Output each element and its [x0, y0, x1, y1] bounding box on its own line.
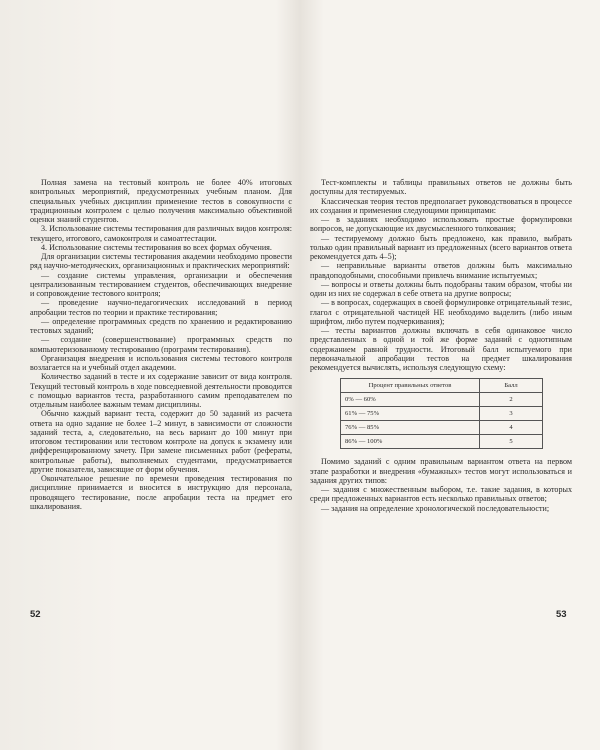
table-header-row	[341, 379, 543, 393]
table-row	[341, 421, 543, 435]
list-item: — задания с множественным выбором, т.е. такие задания, в которых среди предложенных вариантов есть несколько правильных ответов;	[310, 485, 572, 504]
table-row	[341, 393, 543, 407]
paragraph: Окончательное решение по времени проведения тестирования по дисциплине принимается и вносится в инструкцию для персонала, проводящего тестирование, после апробации теста на предмет его шкалирования.	[30, 474, 292, 511]
table-cell: 2	[480, 393, 543, 407]
left-page	[30, 178, 292, 511]
paragraph: Организация внедрения и использования системы тестового контроля возлагается на и учебный отдел академии.	[30, 353, 292, 372]
paragraph: Полная замена на тестовый контроль не более 40% итоговых контрольных мероприятий, предусмотренных учебным планом. Для специальных учебных дисциплин применение тестов в совокупности с традиционным контролем с целью получения максимально объективной оценки знаний студентов.	[30, 178, 292, 224]
table-cell: 3	[480, 407, 543, 421]
paragraph: Тест-комплекты и таблицы правильных ответов не должны быть доступны для тестируемых.	[310, 178, 572, 197]
paragraph: Обычно каждый вариант теста, содержит до 50 заданий из расчета ответа на одно задание не более 1–2 минут, в зависимости от сложности заданий теста, а, следовательно, на весь вариант до 100 минут при итоговом тестировании или тестовом контроле на допуск к экзамену или дифференцированному зачету. При замене письменных работ (рефераты, контрольные работы), выполняемых студентами, предусматривается другие показатели, зависящие от форм обучения.	[30, 409, 292, 474]
page-number-left: 52	[30, 609, 41, 620]
right-page	[310, 178, 572, 513]
list-item: — создание (совершенствование) программных средств по компьютеризованному тестированию (программ тестирования).	[30, 335, 292, 354]
paragraph: Для организации системы тестирования академии необходимо провести ряд научно-методических, организационных и практических мероприятий:	[30, 252, 292, 271]
paragraph: Количество заданий в тесте и их содержание зависит от вида контроля. Текущий тестовый контроль в ходе повседневной деятельности проводится с помощью вариантов теста, разработанного самим преподавателем по отдельным наиболее важным темам дисциплины.	[30, 372, 292, 409]
list-item: — в вопросах, содержащих в своей формулировке отрицательный тезис, глагол с отрицательной частицей НЕ необходимо выделить (либо иным шрифтом, либо путем подчеркивания);	[310, 298, 572, 326]
list-item: — в заданиях необходимо использовать простые формулировки вопросов, не допускающие их двусмысленного толкования;	[310, 215, 572, 234]
table-header: Балл	[480, 379, 543, 393]
paragraph: Классическая теория тестов предполагает руководствоваться в процессе их создания и применения следующими принципами:	[310, 196, 572, 215]
paragraph: 3. Использование системы тестирования для различных видов контроля: текущего, итогового, самоконтроля и самоаттестации.	[30, 224, 292, 243]
table-cell: 0% — 60%	[341, 393, 480, 407]
list-item: — проведение научно-педагогических исследований в период апробации тестов по теории и практике тестирования;	[30, 298, 292, 317]
list-item: — создание системы управления, организации и обеспечения централизованным тестированием студентов, обеспечивающих внедрение и сопровождение тестового контроля;	[30, 270, 292, 298]
paragraph: 4. Использование системы тестирования во всех формах обучения.	[41, 242, 272, 252]
score-table	[340, 378, 543, 449]
table-cell: 61% — 75%	[341, 407, 480, 421]
list-item: — тестируемому должно быть предложено, как правило, выбрать только один правильный вариант из предложенных (всего вариантов ответа рекомендуется дать 4–5);	[310, 233, 572, 261]
table-cell: 5	[480, 435, 543, 449]
table-cell: 76% — 85%	[341, 421, 480, 435]
list-item: — неправильные варианты ответов должны быть максимально правдоподобными, способными привлечь внимание испытуемых;	[310, 261, 572, 280]
table-row	[341, 435, 543, 449]
table-row	[341, 407, 543, 421]
table-cell: 4	[480, 421, 543, 435]
list-item: — определение программных средств по хранению и редактированию тестовых заданий;	[30, 316, 292, 335]
page-number-right: 53	[556, 609, 567, 620]
list-item: — тесты вариантов должны включать в себя одинаковое число представленных в одной и той же форме заданий с однотипным содержанием равной трудности. Итоговый балл испытуемого при первоначальной апробации тестов на предмет шкалирования рекомендуется вычислять, используя следующую схему:	[310, 326, 572, 372]
list-item: — задания на определение хронологической последовательности;	[321, 503, 550, 513]
paragraph: Помимо заданий с одним правильным вариантом ответа на первом этапе разработки и внедрения «бумажных» тестов могут использоваться и задания других типов:	[310, 457, 572, 485]
table-header: Процент правильных ответов	[341, 379, 480, 393]
list-item: — вопросы и ответы должны быть подобраны таким образом, чтобы ни один из них не содержал в себе ответа на другие вопросы;	[310, 279, 572, 298]
table-cell: 86% — 100%	[341, 435, 480, 449]
